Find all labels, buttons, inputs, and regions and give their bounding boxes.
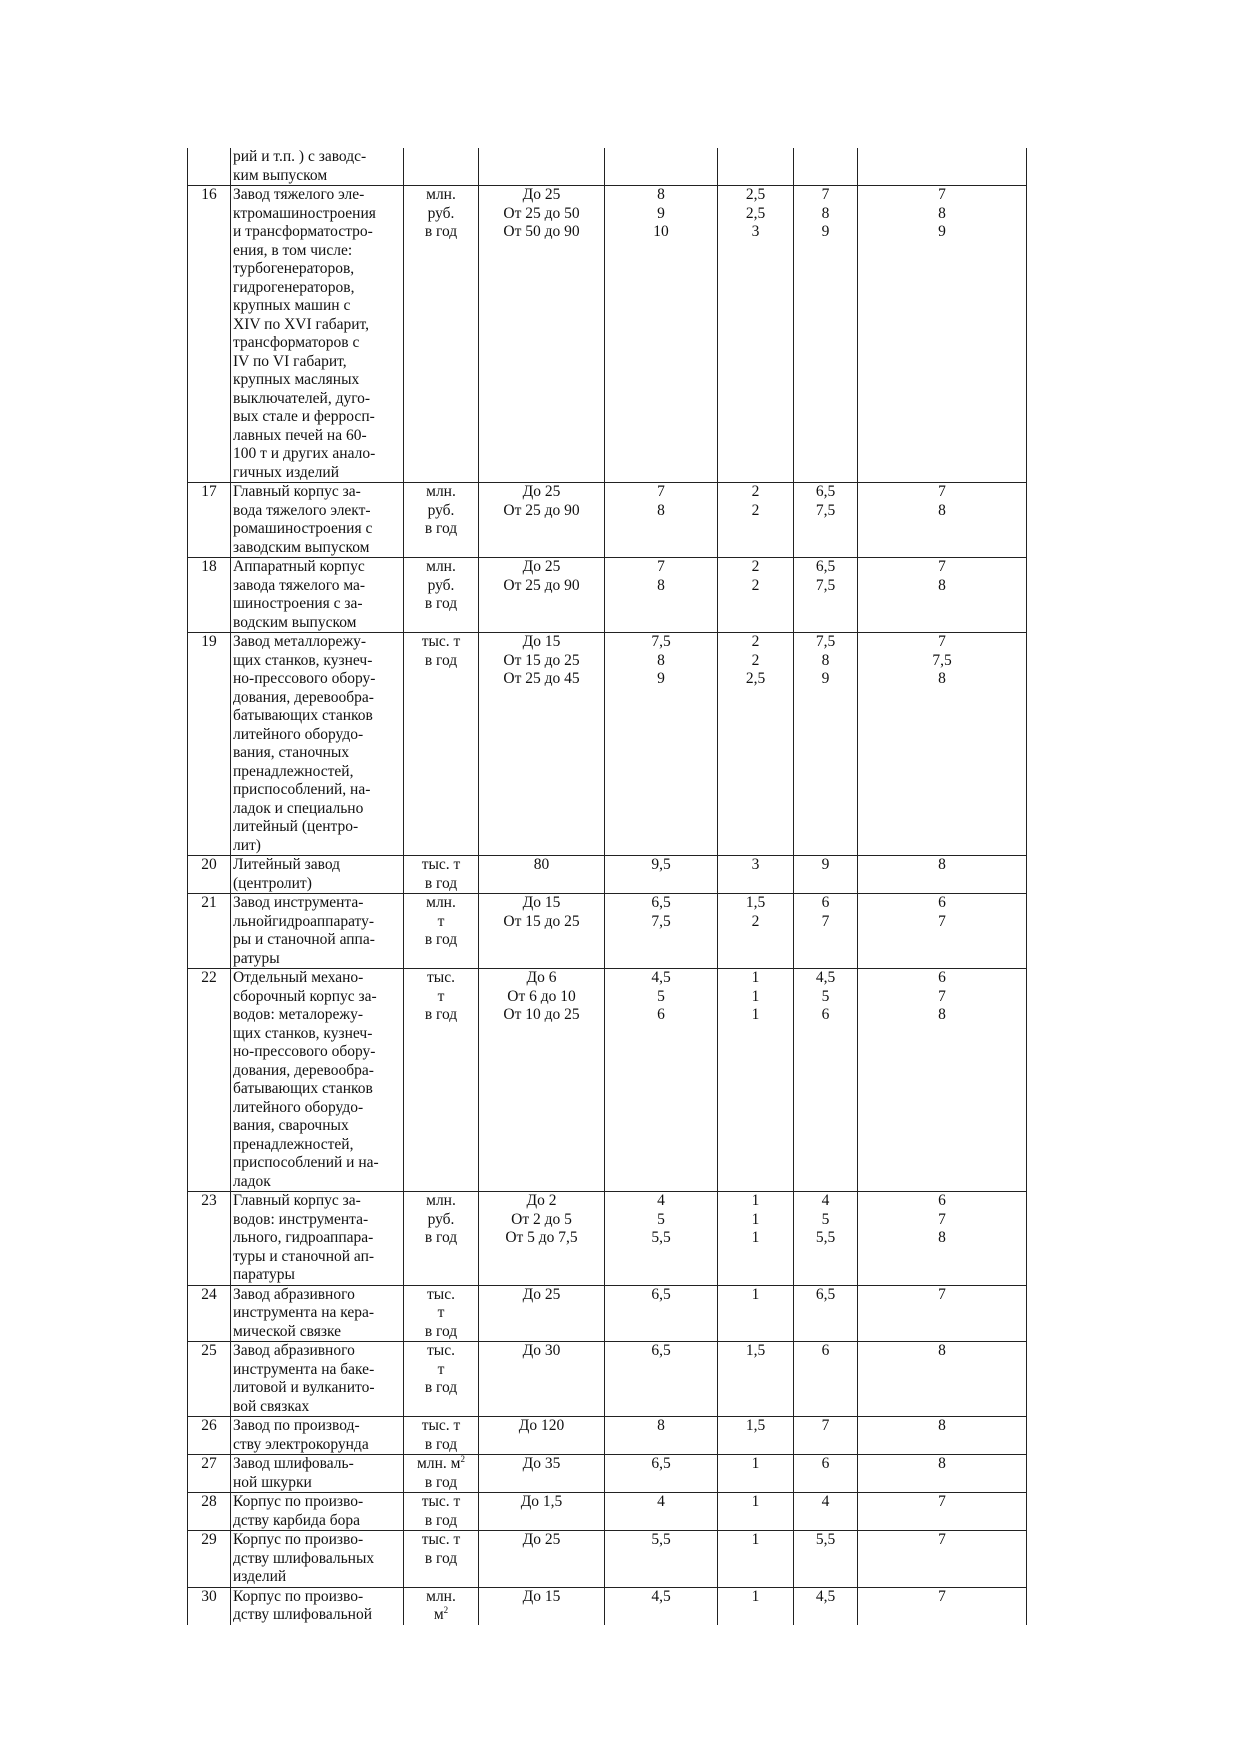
value-c: 6,5 7,5 xyxy=(794,483,858,558)
value-c: 7 xyxy=(794,1417,858,1455)
row-number: 24 xyxy=(188,1285,231,1342)
capacity: До 120 xyxy=(479,1417,605,1455)
capacity: До 25 xyxy=(479,1285,605,1342)
object-name: Литейный завод (центролит) xyxy=(231,856,404,894)
value-b: 1 xyxy=(718,1455,794,1493)
unit: млн. руб. в год xyxy=(404,558,479,633)
table-row xyxy=(188,633,1027,856)
value-a: 5,5 xyxy=(605,1531,718,1588)
object-name: Отдельный механо- сборочный корпус за- водов: металорежу- щих станков, кузнеч- но-прессового обору- дования, деревообра- батывающих станков литейного оборудо- вания, сварочных пренадлежностей, приспособлений и на- ладок xyxy=(231,969,404,1192)
table-row xyxy=(188,148,1027,186)
value-d: 6 7 xyxy=(858,894,1027,969)
value-c: 6 xyxy=(794,1342,858,1417)
capacity: 80 xyxy=(479,856,605,894)
table-row xyxy=(188,186,1027,483)
row-number: 28 xyxy=(188,1493,231,1531)
object-name: Завод тяжелого эле- ктромашиностроения и трансформатостро- ения, в том числе: турбогенераторов, гидрогенераторов, крупных машин с XIV по XVI габарит, трансформаторов с IV по VI габарит, крупных масляных выключателей, дуго- вых стале и ферросп- лавных печей на 60- 100 т и других анало- гичных изделий xyxy=(231,186,404,483)
value-c: 4 5 5,5 xyxy=(794,1192,858,1286)
value-d: 7 8 xyxy=(858,558,1027,633)
value-b: 1 1 1 xyxy=(718,1192,794,1286)
object-name: Главный корпус за- вода тяжелого элект- ромашиностроения с заводским выпуском xyxy=(231,483,404,558)
value-c: 4 xyxy=(794,1493,858,1531)
value-d: 7 8 9 xyxy=(858,186,1027,483)
value-a: 6,5 7,5 xyxy=(605,894,718,969)
value-a: 6,5 xyxy=(605,1455,718,1493)
object-name: Завод абразивного инструмента на кера- мической связке xyxy=(231,1285,404,1342)
row-number xyxy=(188,148,231,186)
value-c xyxy=(794,148,858,186)
value-b: 2 2 xyxy=(718,558,794,633)
value-b: 1,5 2 xyxy=(718,894,794,969)
table-row xyxy=(188,1192,1027,1286)
unit: тыс. т в год xyxy=(404,1417,479,1455)
unit: млн. руб. в год xyxy=(404,1192,479,1286)
value-c: 6,5 xyxy=(794,1285,858,1342)
value-b: 2 2 xyxy=(718,483,794,558)
unit-superscript: 2 xyxy=(460,1453,465,1464)
value-a: 7 8 xyxy=(605,483,718,558)
value-a: 4,5 xyxy=(605,1587,718,1625)
value-a: 4,5 5 6 xyxy=(605,969,718,1192)
table-row xyxy=(188,1417,1027,1455)
object-name: Завод абразивного инструмента на баке- литовой и вулканито- вой связках xyxy=(231,1342,404,1417)
capacity: До 25 От 25 до 50 От 50 до 90 xyxy=(479,186,605,483)
unit-superscript: 2 xyxy=(443,1604,449,1615)
object-name: Завод инструмента- льнойгидроаппарату- ры и станочной аппа- ратуры xyxy=(231,894,404,969)
object-name: Завод по производ- ству электрокорунда xyxy=(231,1417,404,1455)
table-row xyxy=(188,894,1027,969)
value-c: 7 8 9 xyxy=(794,186,858,483)
row-number: 21 xyxy=(188,894,231,969)
value-a: 6,5 xyxy=(605,1285,718,1342)
unit-tail: в год xyxy=(424,1473,458,1491)
table-row xyxy=(188,1285,1027,1342)
object-name: Аппаратный корпус завода тяжелого ма- шиностроения с за- водским выпуском xyxy=(231,558,404,633)
table-row xyxy=(188,969,1027,1192)
row-number: 19 xyxy=(188,633,231,856)
object-name: рий и т.п. ) с заводс- ким выпуском xyxy=(231,148,404,186)
unit: млн. руб. в год xyxy=(404,186,479,483)
table-row xyxy=(188,1493,1027,1531)
unit-main: млн. м xyxy=(426,1587,456,1623)
value-d xyxy=(858,148,1027,186)
value-c: 4,5 5 6 xyxy=(794,969,858,1192)
value-c: 4,5 xyxy=(794,1587,858,1625)
capacity: До 25 xyxy=(479,1531,605,1588)
table-row xyxy=(188,1587,1027,1625)
row-number: 20 xyxy=(188,856,231,894)
unit: тыс. т в год xyxy=(404,633,479,856)
row-number: 25 xyxy=(188,1342,231,1417)
value-d: 7 xyxy=(858,1493,1027,1531)
value-a: 7 8 xyxy=(605,558,718,633)
row-number: 29 xyxy=(188,1531,231,1588)
table-row xyxy=(188,483,1027,558)
value-b: 1,5 xyxy=(718,1417,794,1455)
value-a: 6,5 xyxy=(605,1342,718,1417)
row-number: 22 xyxy=(188,969,231,1192)
unit: тыс. т в год xyxy=(404,856,479,894)
unit xyxy=(404,1587,479,1625)
capacity: До 6 От 6 до 10 От 10 до 25 xyxy=(479,969,605,1192)
value-d: 6 7 8 xyxy=(858,969,1027,1192)
row-number: 26 xyxy=(188,1417,231,1455)
capacity: До 15 xyxy=(479,1587,605,1625)
value-a: 4 xyxy=(605,1493,718,1531)
value-c: 6,5 7,5 xyxy=(794,558,858,633)
unit xyxy=(404,148,479,186)
capacity: До 25 От 25 до 90 xyxy=(479,483,605,558)
capacity xyxy=(479,148,605,186)
value-d: 6 7 8 xyxy=(858,1192,1027,1286)
value-d: 8 xyxy=(858,1417,1027,1455)
norms-table xyxy=(187,148,1027,1625)
row-number: 23 xyxy=(188,1192,231,1286)
unit: тыс. т в год xyxy=(404,1493,479,1531)
capacity: До 35 xyxy=(479,1455,605,1493)
value-b: 2,5 2,5 3 xyxy=(718,186,794,483)
capacity: До 1,5 xyxy=(479,1493,605,1531)
unit: тыс. т в год xyxy=(404,1285,479,1342)
value-a: 8 9 10 xyxy=(605,186,718,483)
object-name: Корпус по произво- дству шлифовальных изделий xyxy=(231,1531,404,1588)
unit: млн. т в год xyxy=(404,894,479,969)
value-d: 8 xyxy=(858,1455,1027,1493)
value-b: 1 xyxy=(718,1493,794,1531)
value-c: 6 xyxy=(794,1455,858,1493)
table-row xyxy=(188,1342,1027,1417)
value-c: 6 7 xyxy=(794,894,858,969)
value-d: 7 xyxy=(858,1587,1027,1625)
value-d: 7 xyxy=(858,1285,1027,1342)
value-c: 9 xyxy=(794,856,858,894)
row-number: 17 xyxy=(188,483,231,558)
capacity: До 30 xyxy=(479,1342,605,1417)
value-a xyxy=(605,148,718,186)
row-number: 18 xyxy=(188,558,231,633)
value-b: 1,5 xyxy=(718,1342,794,1417)
capacity: До 2 От 2 до 5 От 5 до 7,5 xyxy=(479,1192,605,1286)
capacity: До 15 От 15 до 25 От 25 до 45 xyxy=(479,633,605,856)
value-a: 8 xyxy=(605,1417,718,1455)
value-d: 7 8 xyxy=(858,483,1027,558)
row-number: 27 xyxy=(188,1455,231,1493)
table-row xyxy=(188,1531,1027,1588)
unit: млн. руб. в год xyxy=(404,483,479,558)
row-number: 30 xyxy=(188,1587,231,1625)
value-b: 1 xyxy=(718,1587,794,1625)
object-name: Завод металлорежу- щих станков, кузнеч- но-прессового обору- дования, деревообра- батывающих станков литейного оборудо- вания, станочных пренадлежностей, приспособлений, на- ладок и специально литейный (центро- лит) xyxy=(231,633,404,856)
object-name: Корпус по произво- дству шлифовальной xyxy=(231,1587,404,1625)
value-c: 5,5 xyxy=(794,1531,858,1588)
value-a: 9,5 xyxy=(605,856,718,894)
value-d: 8 xyxy=(858,856,1027,894)
value-d: 8 xyxy=(858,1342,1027,1417)
value-d: 7 xyxy=(858,1531,1027,1588)
unit xyxy=(404,1455,479,1493)
row-number: 16 xyxy=(188,186,231,483)
value-b: 2 2 2,5 xyxy=(718,633,794,856)
capacity: До 25 От 25 до 90 xyxy=(479,558,605,633)
value-b: 1 xyxy=(718,1531,794,1588)
object-name: Корпус по произво- дству карбида бора xyxy=(231,1493,404,1531)
value-a: 4 5 5,5 xyxy=(605,1192,718,1286)
value-b: 3 xyxy=(718,856,794,894)
capacity: До 15 От 15 до 25 xyxy=(479,894,605,969)
unit: тыс. т в год xyxy=(404,969,479,1192)
table-row xyxy=(188,1455,1027,1493)
value-a: 7,5 8 9 xyxy=(605,633,718,856)
object-name: Главный корпус за- водов: инструмента- льного, гидроаппара- туры и станочной ап- паратуры xyxy=(231,1192,404,1286)
value-b xyxy=(718,148,794,186)
unit: тыс. т в год xyxy=(404,1342,479,1417)
value-b: 1 1 1 xyxy=(718,969,794,1192)
table-row xyxy=(188,558,1027,633)
unit: тыс. т в год xyxy=(404,1531,479,1588)
value-c: 7,5 8 9 xyxy=(794,633,858,856)
value-b: 1 xyxy=(718,1285,794,1342)
value-d: 7 7,5 8 xyxy=(858,633,1027,856)
unit-main: млн. м xyxy=(417,1455,461,1472)
table-row xyxy=(188,856,1027,894)
object-name: Завод шлифоваль- ной шкурки xyxy=(231,1455,404,1493)
